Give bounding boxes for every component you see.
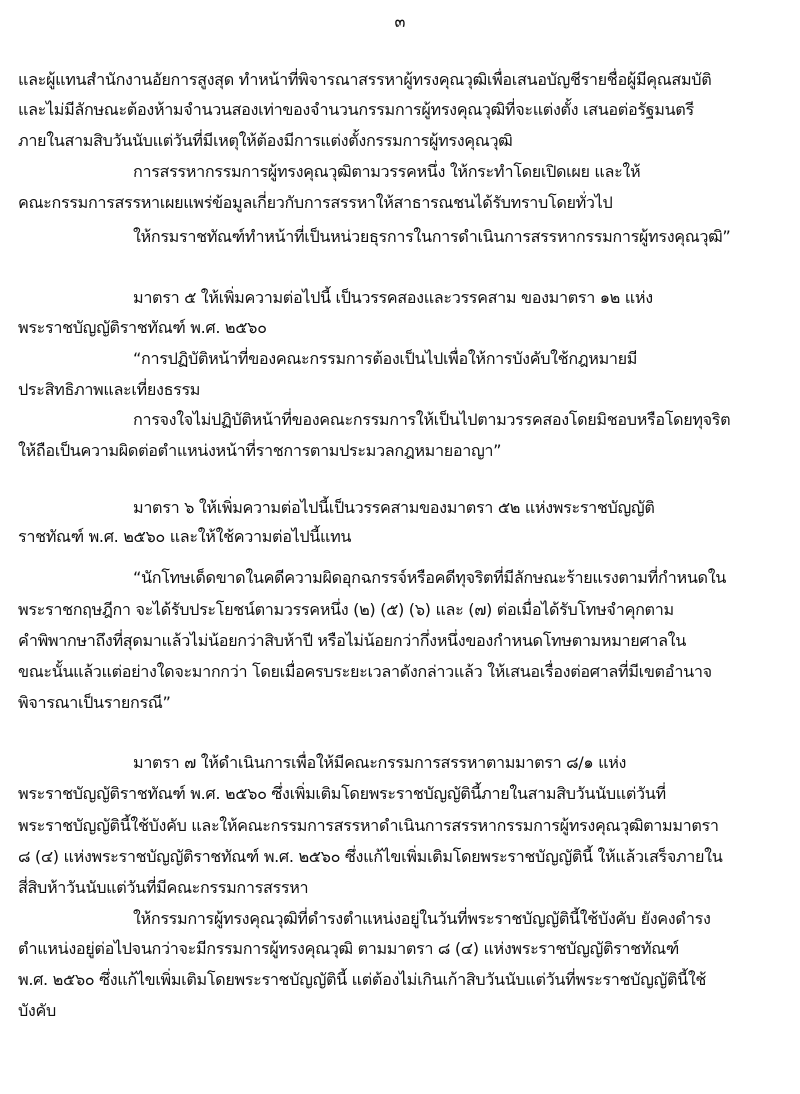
paragraph-line: พระราชกฤษฎีกา จะได้รับประโยชน์ตามวรรคหนึ่ง (๒) (๕) (๖) และ (๗) ต่อเมื่อได้รับโทษจำคุกตาม	[18, 600, 674, 619]
paragraph-line: ๘ (๔) แห่งพระราชบัญญัติราชทัณฑ์ พ.ศ. ๒๕๖๐ ซึ่งแก้ไขเพิ่มเติมโดยพระราชบัญญัตินี้ ให้แล้วเสร็จภายใน	[18, 847, 723, 866]
paragraph-line: ประสิทธิภาพและเที่ยงธรรม	[18, 380, 201, 399]
paragraph-line: ภายในสามสิบวันนับแต่วันที่มีเหตุให้ต้องมีการแต่งตั้งกรรมการผู้ทรงคุณวุฒิ	[18, 131, 513, 150]
paragraph-line: การสรรหากรรมการผู้ทรงคุณวุฒิตามวรรคหนึ่ง ให้กระทำโดยเปิดเผย และให้	[133, 162, 641, 181]
paragraph-line: สี่สิบห้าวันนับแต่วันที่มีคณะกรรมการสรรหา	[18, 878, 309, 897]
paragraph-line: ให้กรรมการผู้ทรงคุณวุฒิที่ดำรงตำแหน่งอยู่ในวันที่พระราชบัญญัตินี้ใช้บังคับ ยังคงดำรง	[133, 909, 711, 928]
paragraph-line: “การปฏิบัติหน้าที่ของคณะกรรมการต้องเป็นไปเพื่อให้การบังคับใช้กฎหมายมี	[133, 349, 638, 368]
paragraph-line: พ.ศ. ๒๕๖๐ ซึ่งแก้ไขเพิ่มเติมโดยพระราชบัญญัตินี้ แต่ต้องไม่เกินเก้าสิบวันนับแต่วันที่พระราชบัญญัตินี้ใช้	[18, 970, 707, 989]
paragraph-line: ให้กรมราชทัณฑ์ทำหน้าที่เป็นหน่วยธุรการในการดำเนินการสรรหากรรมการผู้ทรงคุณวุฒิ”	[133, 227, 731, 246]
paragraph-line: การจงใจไม่ปฏิบัติหน้าที่ของคณะกรรมการให้เป็นไปตามวรรคสองโดยมิชอบหรือโดยทุจริต	[133, 410, 731, 429]
page-number: ๓	[394, 12, 406, 31]
paragraph-line: พระราชบัญญัติราชทัณฑ์ พ.ศ. ๒๕๖๐ ซึ่งเพิ่มเติมโดยพระราชบัญญัตินี้ภายในสามสิบวันนับแต่วันที่	[18, 784, 666, 803]
paragraph-line: ตำแหน่งอยู่ต่อไปจนกว่าจะมีกรรมการผู้ทรงคุณวุฒิ ตามมาตรา ๘ (๔) แห่งพระราชบัญญัติราชทัณฑ์	[18, 939, 679, 958]
paragraph-line: “นักโทษเด็ดขาดในคดีความผิดอุกฉกรรจ์หรือคดีทุจริตที่มีลักษณะร้ายแรงตามที่กำหนดใน	[133, 568, 726, 587]
paragraph-line: ราชทัณฑ์ พ.ศ. ๒๕๖๐ และให้ใช้ความต่อไปนี้แทน	[18, 527, 352, 546]
paragraph-line: และผู้แทนสำนักงานอัยการสูงสุด ทำหน้าที่พิจารณาสรรหาผู้ทรงคุณวุฒิเพื่อเสนอบัญชีรายชื่อผู้มีคุณสมบัติ	[18, 70, 712, 89]
paragraph-line: ขณะนั้นแล้วแต่อย่างใดจะมากกว่า โดยเมื่อครบระยะเวลาดังกล่าวแล้ว ให้เสนอเรื่องต่อศาลที่มีเขตอำนาจ	[18, 662, 712, 681]
paragraph-line: บังคับ	[18, 1001, 56, 1020]
paragraph-line: คณะกรรมการสรรหาเผยแพร่ข้อมูลเกี่ยวกับการสรรหาให้สาธารณชนได้รับทราบโดยทั่วไป	[18, 193, 613, 212]
section-7-heading: มาตรา ๗ ให้ดำเนินการเพื่อให้มีคณะกรรมการสรรหาตามมาตรา ๘/๑ แห่ง	[133, 753, 627, 772]
paragraph-line: คำพิพากษาถึงที่สุดมาแล้วไม่น้อยกว่าสิบห้าปี หรือไม่น้อยกว่ากึ่งหนึ่งของกำหนดโทษตามหมายศาลใน	[18, 631, 686, 650]
paragraph-line: พระราชบัญญัตินี้ใช้บังคับ และให้คณะกรรมการสรรหาดำเนินการสรรหากรรมการผู้ทรงคุณวุฒิตามมาตรา	[18, 816, 719, 835]
section-6-heading: มาตรา ๖ ให้เพิ่มความต่อไปนี้เป็นวรรคสามของมาตรา ๕๒ แห่งพระราชบัญญัติ	[133, 498, 655, 517]
paragraph-line: ให้ถือเป็นความผิดต่อตำแหน่งหน้าที่ราชการตามประมวลกฎหมายอาญา”	[18, 441, 502, 460]
section-5-heading: มาตรา ๕ ให้เพิ่มความต่อไปนี้ เป็นวรรคสองและวรรคสาม ของมาตรา ๑๒ แห่ง	[133, 288, 653, 307]
paragraph-line: พิจารณาเป็นรายกรณี”	[18, 693, 171, 712]
paragraph-line: พระราชบัญญัติราชทัณฑ์ พ.ศ. ๒๕๖๐	[18, 318, 267, 337]
paragraph-line: และไม่มีลักษณะต้องห้ามจำนวนสองเท่าของจำนวนกรรมการผู้ทรงคุณวุฒิที่จะแต่งตั้ง เสนอต่อรัฐมนตรี	[18, 100, 694, 119]
